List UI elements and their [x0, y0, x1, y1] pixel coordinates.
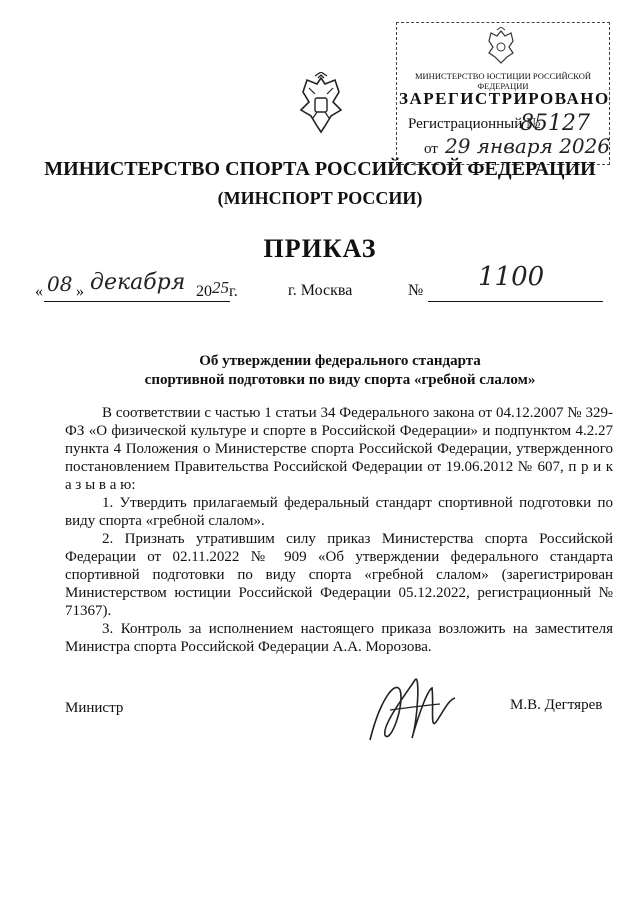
- stamp-ministry-name: МИНИСТЕРСТВО ЮСТИЦИИ РОССИЙСКОЙ ФЕДЕРАЦИИ: [414, 71, 592, 91]
- signatory-name: М.В. Дегтярев: [510, 697, 603, 713]
- date-year-prefix: 20: [196, 283, 212, 300]
- stamp-coat-of-arms-icon: [483, 27, 519, 67]
- date-year-g: г.: [229, 283, 238, 300]
- ministry-name: МИНИСТЕРСТВО СПОРТА РОССИЙСКОЙ ФЕДЕРАЦИИ: [44, 158, 596, 180]
- signatory-position: Министр: [65, 700, 124, 716]
- document-title-line1: Об утверждении федерального стандарта: [199, 353, 481, 369]
- order-title: ПРИКАЗ: [263, 234, 377, 263]
- date-quote-open: «: [35, 283, 43, 300]
- coat-of-arms-icon: [295, 72, 347, 138]
- body-paragraph-1: 1. Утвердить прилагаемый федеральный стандарт спортивной подготовки по виду спорта «гребной слалом».: [65, 495, 613, 529]
- number-sign: №: [408, 282, 424, 299]
- document-title: [60, 352, 620, 390]
- date-quote-close: »: [76, 283, 84, 300]
- document-title-line2: спортивной подготовки по виду спорта «гребной слалом»: [144, 372, 536, 388]
- date-year-suffix: 25: [212, 278, 229, 297]
- body-paragraph-preamble: В соответствии с частью 1 статьи 34 Федерального закона от 04.12.2007 № 329-ФЗ «О физической культуре и спорте в Российской Федерации» и подпунктом 4.2.27 пункта 4 Положения о Министерстве спорта Российской Федерации, утвержденного постановлением Правительства Российской Федерации от 19.06.2012 № 607, п р и к а з ы в а ю:: [65, 405, 613, 493]
- stamp-registered-label: ЗАРЕГИСТРИРОВАНО: [399, 89, 610, 108]
- stamp-date-value: 29 января 2026: [445, 134, 611, 158]
- order-number: 1100: [478, 262, 545, 292]
- ministry-short-name: (МИНСПОРТ РОССИИ): [217, 188, 423, 208]
- date-underline: [44, 301, 230, 302]
- stamp-regno-value: 85127: [520, 111, 590, 136]
- city: г. Москва: [288, 282, 353, 299]
- body-paragraph-2: 2. Признать утратившим силу приказ Министерства спорта Российской Федерации от 02.11.2022 № 909 «Об утверждении федерального стандарта спортивной подготовки по виду спорта «гребной слалом» (зарегистрирован Министерством юстиции Российской Федерации 05.12.2022, регистрационный № 71367).: [65, 531, 613, 619]
- stamp-date-label: от: [424, 141, 438, 157]
- body-paragraph-3: 3. Контроль за исполнением настоящего приказа возложить на заместителя Министра спорта Российской Федерации А.А. Морозова.: [65, 621, 613, 655]
- document-body: [65, 404, 613, 656]
- date-month: декабря: [90, 270, 186, 295]
- number-underline: [428, 301, 603, 302]
- signature-icon: [360, 660, 460, 760]
- date-day: 08: [47, 272, 73, 296]
- stamp-regno-label: Регистрационный №: [408, 116, 541, 132]
